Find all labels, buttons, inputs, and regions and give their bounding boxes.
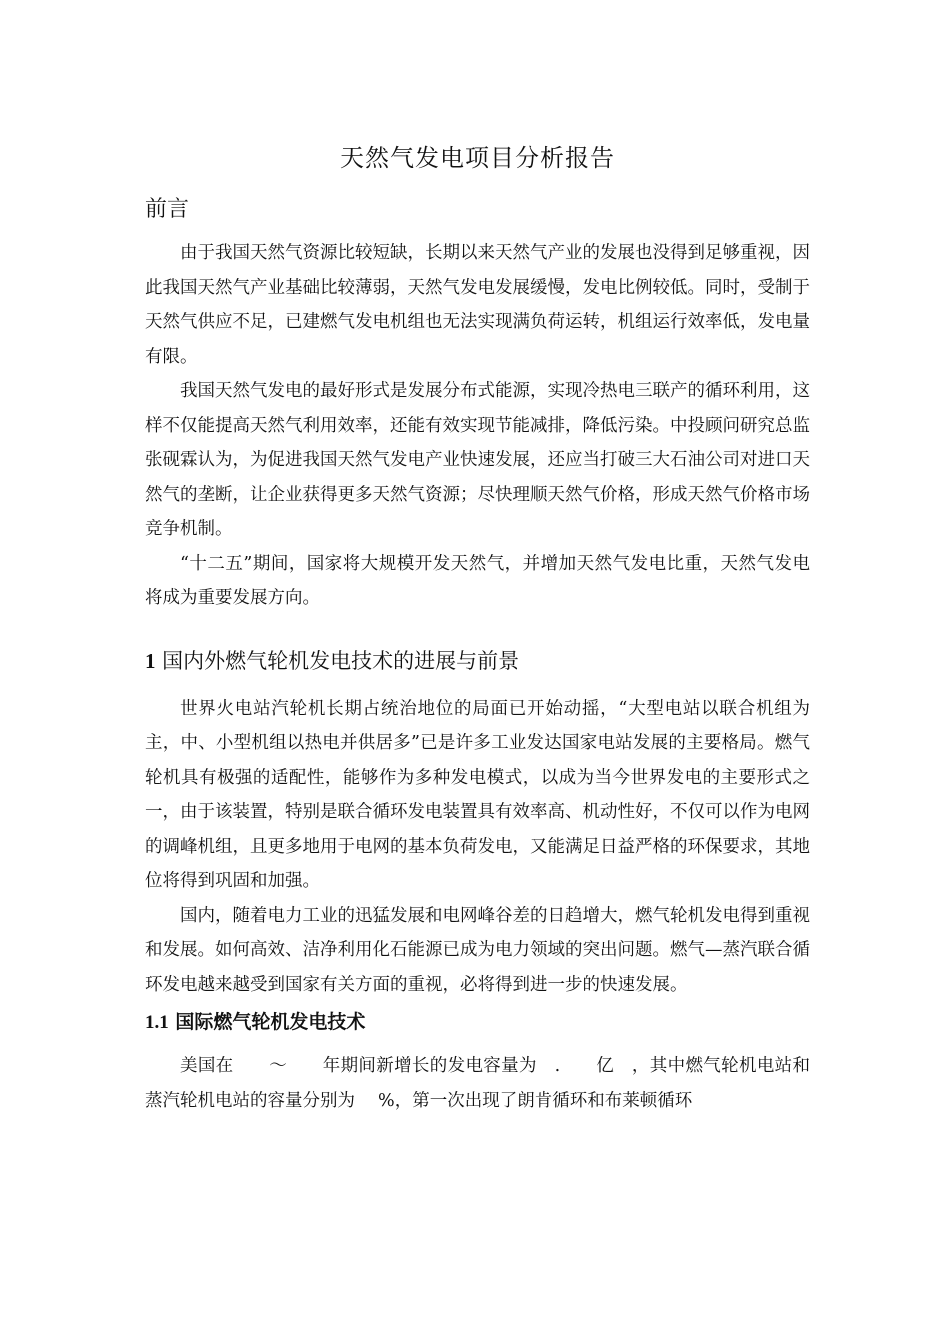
section-1-number: 1 <box>145 648 156 673</box>
section-1-1-number: 1.1 <box>145 1012 169 1033</box>
section-1-1-title: 国际燃气轮机发电技术 <box>168 1011 366 1033</box>
section-1-paragraph-1: 世界火电站汽轮机长期占统治地位的局面已开始动摇，“大型电站以联合机组为主，中、小型机组以热电并供居多”已是许多工业发达国家电站发展的主要格局。燃气轮机具有极强的适配性，能够作为多种发电模式，以成为当今世界发电的主要形式之一，由于该装置，特别是联合循环发电装置具有效率高、机动性好，不仅可以作为电网的调峰机组，且更多地用于电网的基本负荷发电，又能满足日益严格的环保要求，其地位将得到巩固和加强。 <box>145 698 810 891</box>
section-1-heading <box>145 644 810 678</box>
section-1-1-paragraph-1: 美国在 ～ 年期间新增长的发电容量为 . 亿 ，其中燃气轮机电站和蒸汽轮机电站的容量分别为 %，第一次出现了朗肯循环和布莱顿循环 <box>145 1056 810 1111</box>
document-body <box>145 140 810 1118</box>
section-1-paragraph-2: 国内，随着电力工业的迅猛发展和电网峰谷差的日趋增大，燃气轮机发电得到重视和发展。如何高效、洁净利用化石能源已成为电力领域的突出问题。燃气—蒸汽联合循环发电越来越受到国家有关方面的重视，必将得到进一步的快速发展。 <box>145 905 810 995</box>
preface-paragraph-1: 由于我国天然气资源比较短缺，长期以来天然气产业的发展也没得到足够重视，因此我国天然气产业基础比较薄弱，天然气发电发展缓慢，发电比例较低。同时，受制于天然气供应不足，已建燃气发电机组也无法实现满负荷运转，机组运行效率低，发电量有限。 <box>145 243 810 367</box>
preface-paragraph-2: 我国天然气发电的最好形式是发展分布式能源，实现冷热电三联产的循环利用，这样不仅能提高天然气利用效率，还能有效实现节能减排，降低污染。中投顾问研究总监张砚霖认为，为促进我国天然气发电产业快速发展，还应当打破三大石油公司对进口天然气的垄断，让企业获得更多天然气资源；尽快理顺天然气价格，形成天然气价格市场竞争机制。 <box>145 381 810 539</box>
document-title: 天然气发电项目分析报告 <box>340 144 615 172</box>
section-1-title: 国内外燃气轮机发电技术的进展与前景 <box>155 648 520 673</box>
preface-paragraph-3: “十二五”期间，国家将大规模开发天然气，并增加天然气发电比重，天然气发电将成为重要发展方向。 <box>145 553 810 608</box>
preface-heading: 前言 <box>145 197 190 222</box>
section-1-1-heading <box>145 1006 810 1039</box>
